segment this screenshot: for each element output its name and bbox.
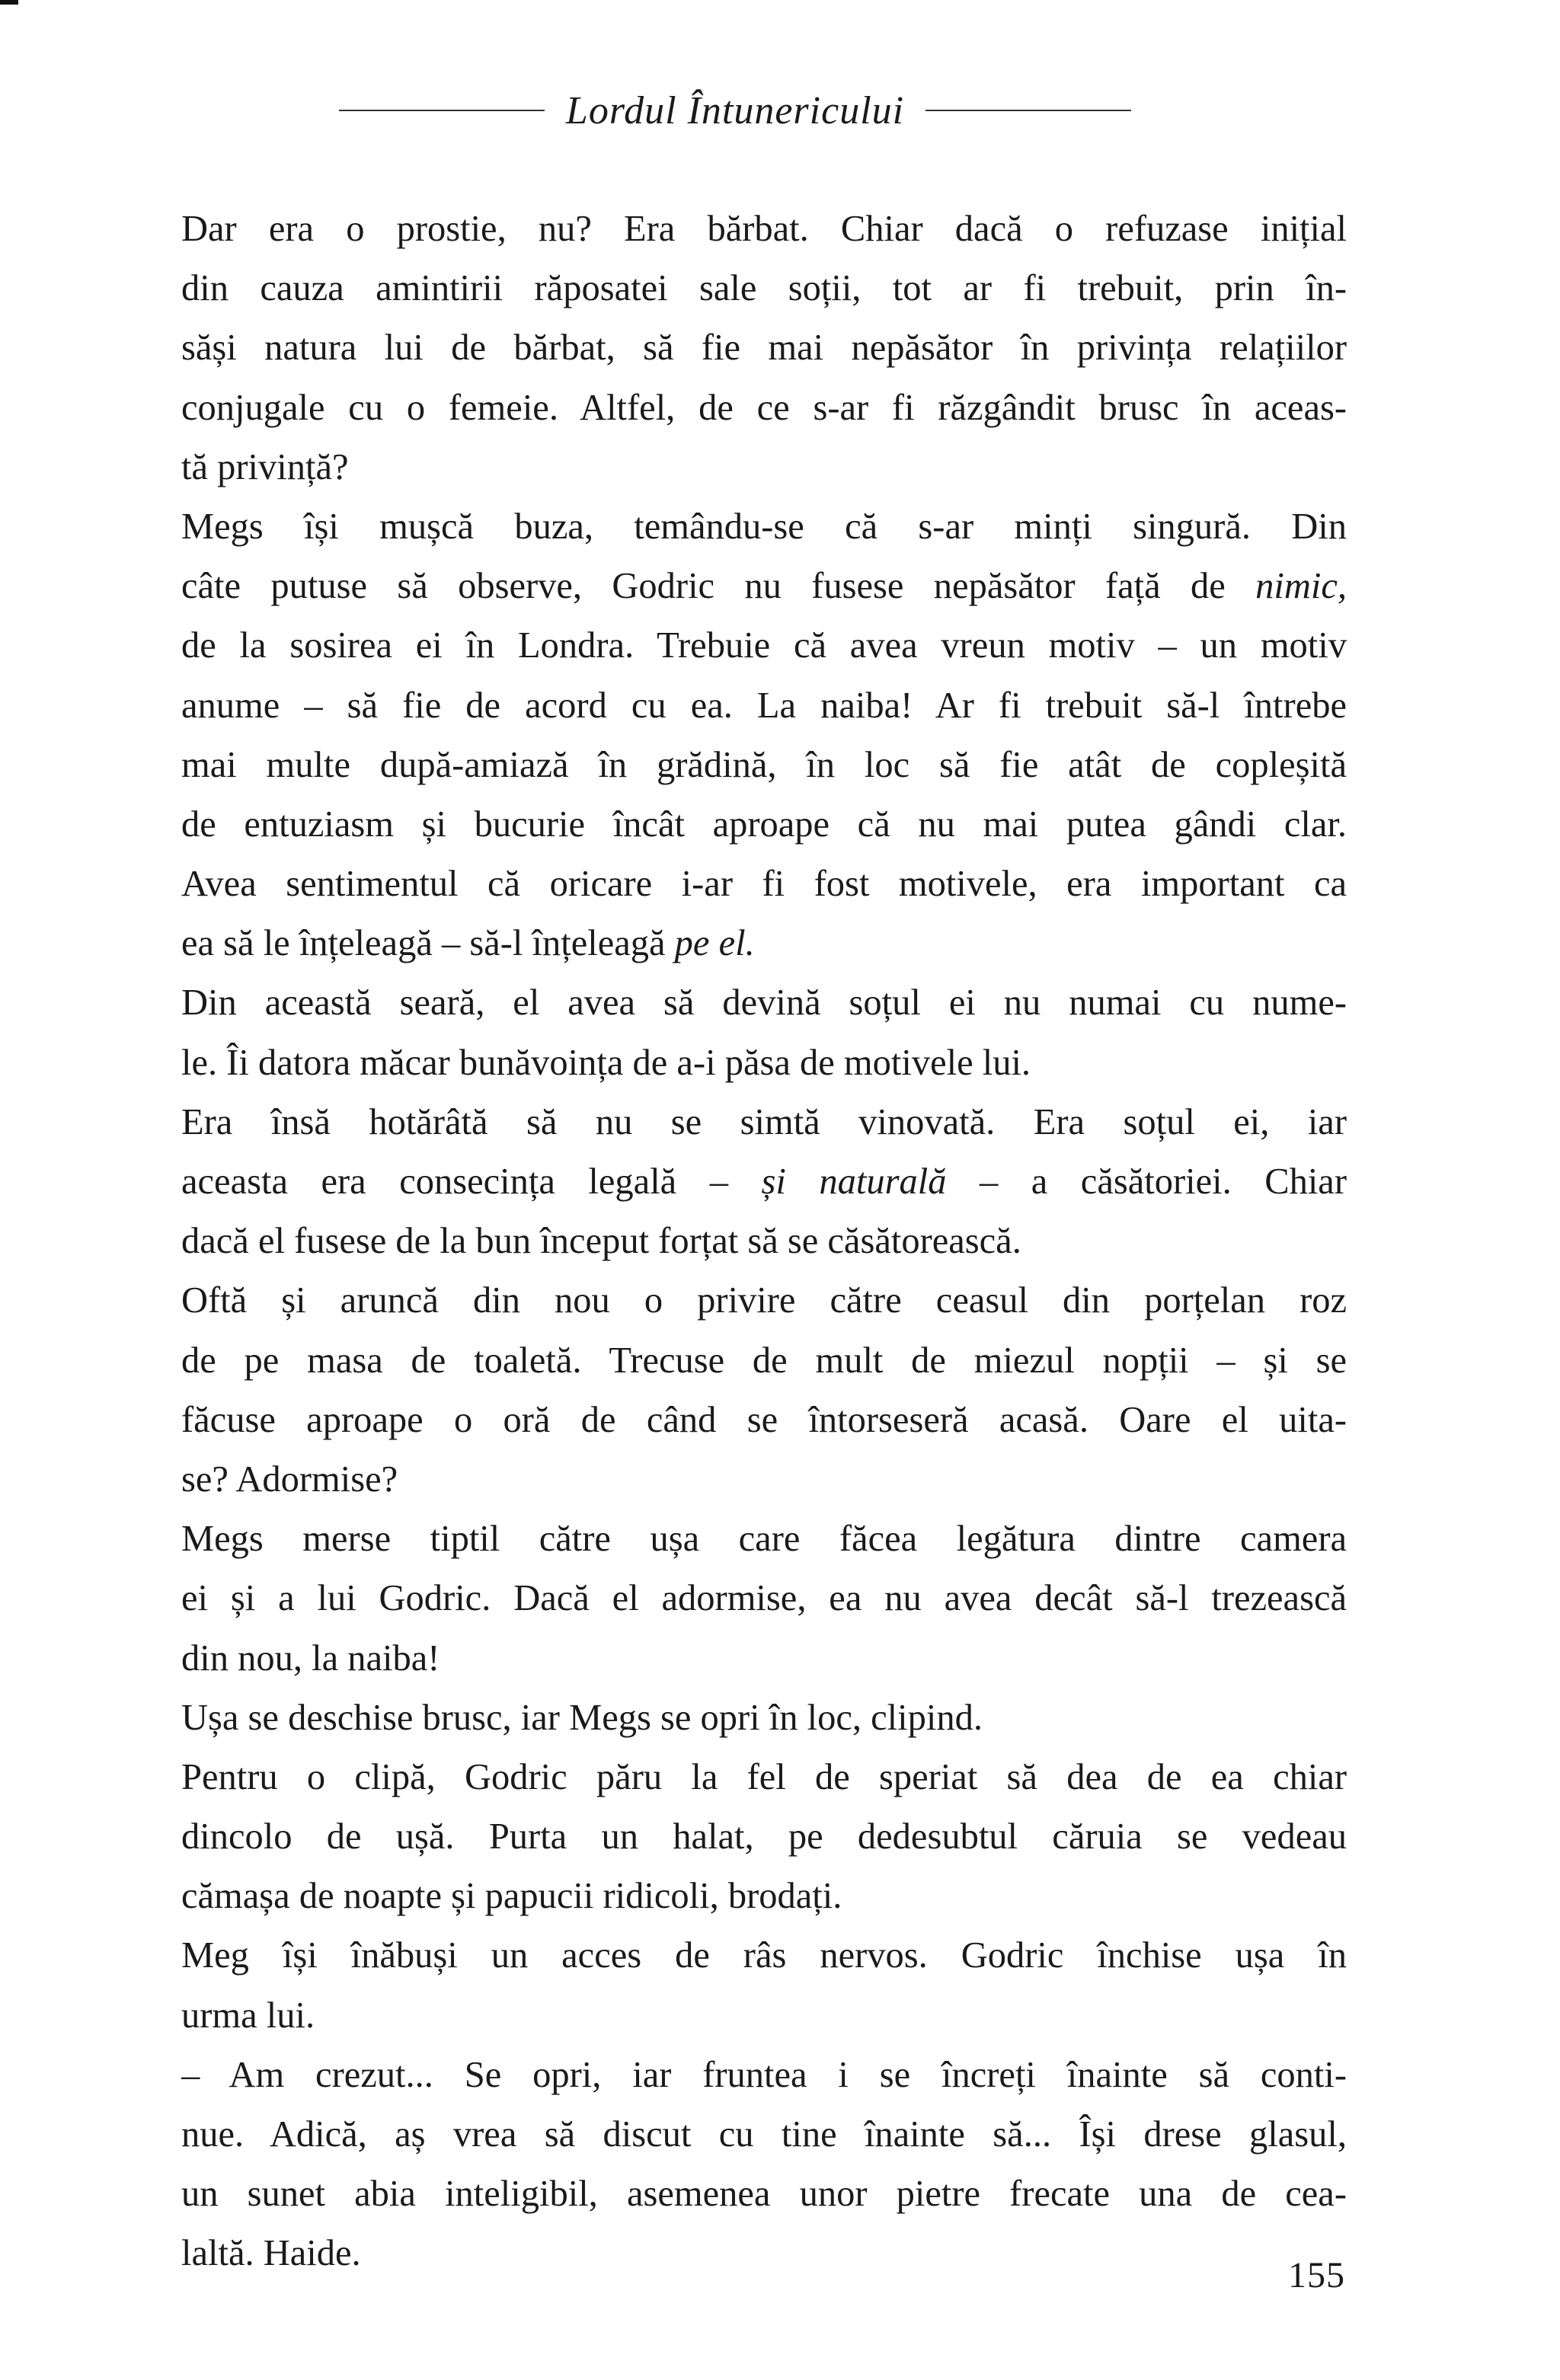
text-line: Megs merse tiptil către ușa care făcea legătura dintre camera xyxy=(181,1519,1347,1560)
text-line: Megs își mușcă buza, temându-se că s-ar minți singură. Din xyxy=(181,506,1347,547)
text-line: de pe masa de toaletă. Trecuse de mult de miezul nopții – și se xyxy=(181,1340,1347,1381)
text-line: Din această seară, el avea să devină soțul ei nu numai cu nume- xyxy=(181,982,1347,1024)
text-line: din nou, la naiba! xyxy=(181,1637,440,1679)
text-line: Ușa se deschise brusc, iar Megs se opri în loc, clipind. xyxy=(181,1697,983,1738)
text-line: de la sosirea ei în Londra. Trebuie că avea vreun motiv – un motiv xyxy=(181,625,1347,666)
text-line: dincolo de ușă. Purta un halat, pe dedesubtul căruia se vedeau xyxy=(181,1816,1347,1858)
text-line: urma lui. xyxy=(181,1995,315,2036)
text-line: din cauza amintirii răposatei sale soții, tot ar fi trebuit, prin în- xyxy=(181,268,1347,309)
text-line: mai multe după-amiază în grădină, în loc să fie atât de copleșită xyxy=(181,744,1347,785)
text-line: cămașa de noapte și papucii ridicoli, brodați. xyxy=(181,1876,842,1917)
text-line: ei și a lui Godric. Dacă el adormise, ea nu avea decât să-l trezească xyxy=(181,1578,1347,1619)
text-line: săși natura lui de bărbat, să fie mai nepăsător în privința relațiilor xyxy=(181,327,1347,369)
corner-mark xyxy=(0,0,18,5)
text-line: conjugale cu o femeie. Altfel, de ce s-ar fi răzgândit brusc în aceas- xyxy=(181,387,1347,428)
text-line: de entuziasm și bucurie încât aproape că nu mai putea gândi clar. xyxy=(181,803,1347,845)
running-title: Lordul Întunericului xyxy=(565,88,905,133)
text-line: Era însă hotărâtă să nu se simtă vinovată. Era soțul ei, iar xyxy=(181,1101,1347,1142)
text-line: făcuse aproape o oră de când se întorseseră acasă. Oare el uita- xyxy=(181,1399,1347,1440)
text-line: Avea sentimentul că oricare i-ar fi fost motivele, era important ca xyxy=(181,864,1347,905)
text-line: câte putuse să observe, Godric nu fusese nepăsător față de nimic, xyxy=(181,566,1347,607)
text-line: un sunet abia inteligibil, asemenea unor pietre frecate una de cea- xyxy=(181,2174,1347,2215)
text-line: Dar era o prostie, nu? Era bărbat. Chiar dacă o refuzase inițial xyxy=(181,209,1347,249)
text-line: anume – să fie de acord cu ea. La naiba! Ar fi trebuit să-l întrebe xyxy=(181,685,1347,726)
text-line: le. Îi datora măcar bunăvoința de a-i păsa de motivele lui. xyxy=(181,1042,1031,1083)
text-line: se? Adormise? xyxy=(181,1458,398,1500)
text-line: laltă. Haide. xyxy=(181,2233,361,2274)
running-header xyxy=(274,76,1196,145)
text-line: tă privință? xyxy=(181,446,349,487)
text-line: dacă el fusese de la bun început forțat să se căsătorească. xyxy=(181,1221,1021,1262)
header-rule-right xyxy=(925,110,1131,111)
body-text xyxy=(181,200,1347,2284)
text-line: Meg își înăbuși un acces de râs nervos. Godric închise ușa în xyxy=(181,1935,1347,1976)
text-line: aceasta era consecința legală – și naturală – a căsătoriei. Chiar xyxy=(181,1161,1347,1202)
header-rule-left xyxy=(339,110,545,111)
text-line: Oftă și aruncă din nou o privire către ceasul din porțelan roz xyxy=(181,1280,1347,1321)
text-line: nue. Adică, aș vrea să discut cu tine înainte să... Își drese glasul, xyxy=(181,2114,1347,2155)
text-line: ea să le înțeleagă – să-l înțeleagă pe el. xyxy=(181,923,755,964)
text-line: Pentru o clipă, Godric păru la fel de speriat să dea de ea chiar xyxy=(181,1756,1347,1797)
page-number: 155 xyxy=(1288,2255,1345,2295)
text-line: – Am crezut... Se opri, iar fruntea i se încreți înainte să conti- xyxy=(181,2054,1347,2095)
